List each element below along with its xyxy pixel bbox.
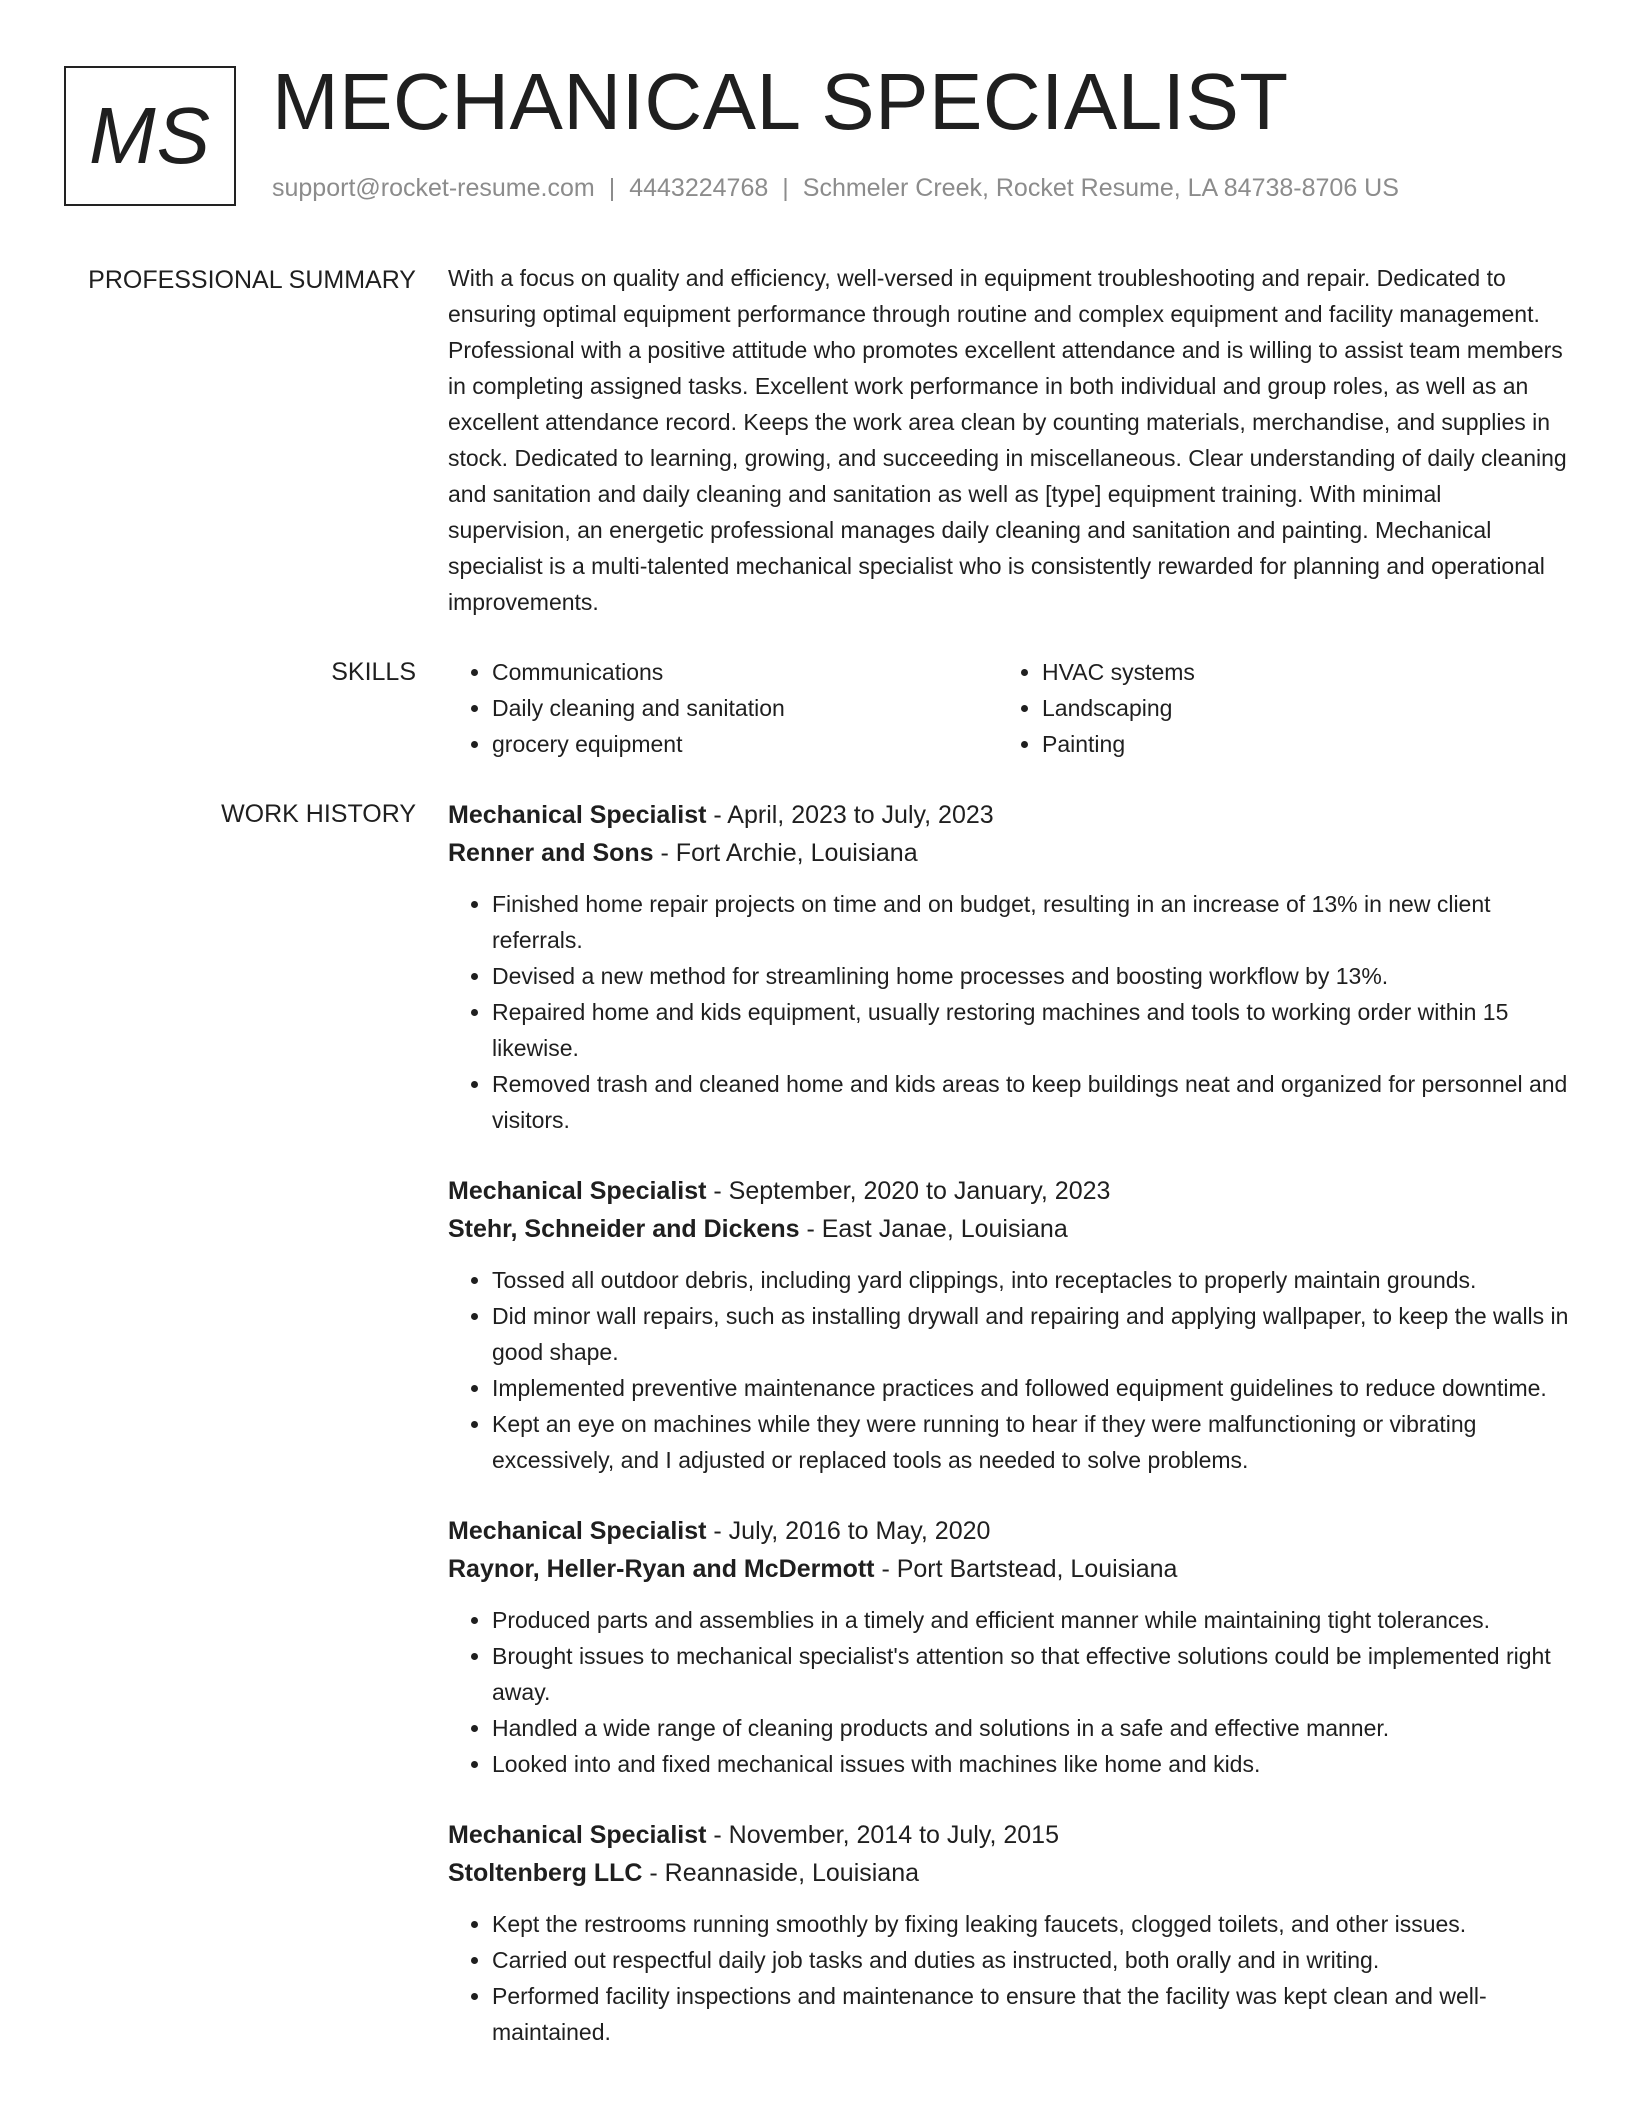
job-location: - East Janae, Louisiana [799,1215,1068,1243]
job-title-line [448,1512,1570,1550]
job-bullets [448,886,1570,1138]
job-role: Mechanical Specialist [448,1821,707,1849]
job-bullet: • Devised a new method for streamlining home processes and boosting workflow by 13%. [492,958,1570,994]
job-bullet: • Looked into and fixed mechanical issues with machines like home and kids. [492,1746,1570,1782]
work-history-body [448,796,1570,2084]
job-bullet: • Repaired home and kids equipment, usually restoring machines and tools to working order within 15 likewise. [492,994,1570,1066]
job-dates: - September, 2020 to January, 2023 [706,1177,1111,1205]
job-bullet: • Tossed all outdoor debris, including yard clippings, into receptacles to properly maintain grounds. [492,1262,1570,1298]
job-location: - Fort Archie, Louisiana [653,839,918,867]
job-bullet: • Performed facility inspections and maintenance to ensure that the facility was kept clean and well-maintained. [492,1978,1570,2050]
job-company-line [448,1854,1570,1892]
job-bullet: • Brought issues to mechanical specialist's attention so that effective solutions could be implemented right away. [492,1638,1570,1710]
job-bullet: • Produced parts and assemblies in a timely and efficient manner while maintaining tight tolerances. [492,1602,1570,1638]
job-title-line [448,1816,1570,1854]
skill-item: • Daily cleaning and sanitation [492,690,998,726]
contact-phone[interactable]: 4443224768 [629,174,769,202]
contact-separator: | [782,174,789,202]
job-entry [448,1816,1570,2050]
contact-email[interactable]: support@rocket-resume.com [272,174,595,202]
skills-heading: SKILLS [331,658,416,686]
job-entry [448,1512,1570,1782]
job-company: Stoltenberg LLC [448,1859,643,1887]
job-dates: - April, 2023 to July, 2023 [706,801,994,829]
job-role: Mechanical Specialist [448,1517,707,1545]
monogram-logo: MS [64,66,236,206]
skill-item: • grocery equipment [492,726,998,762]
job-bullet: • Removed trash and cleaned home and kids areas to keep buildings neat and organized for personnel and visitors. [492,1066,1570,1138]
job-role: Mechanical Specialist [448,801,707,829]
summary-heading: PROFESSIONAL SUMMARY [88,266,416,294]
job-title-line [448,1172,1570,1210]
job-bullets [448,1262,1570,1478]
job-role: Mechanical Specialist [448,1177,707,1205]
skills-column-left [448,654,998,762]
summary-text: With a focus on quality and efficiency, well-versed in equipment troubleshooting and repair. Dedicated to ensuring optimal equipment performance through routine and complex equipment and facility management. Professional with a positive attitude who promotes excellent attendance and is willing to assist team members in completing assigned tasks. Excellent work performance in both individual and group roles, as well as an excellent attendance record. Keeps the work area clean by counting materials, merchandise, and supplies in stock. Dedicated to learning, growing, and succeeding in miscellaneous. Clear understanding of daily cleaning and sanitation and daily cleaning and sanitation as well as [type] equipment training. With minimal supervision, an energetic professional manages daily cleaning and sanitation and painting. Mechanical specialist is a multi-talented mechanical specialist who is consistently rewarded for planning and operational improvements. [448,265,1567,615]
job-bullets [448,1602,1570,1782]
job-location: - Port Bartstead, Louisiana [874,1555,1178,1583]
job-bullet: • Handled a wide range of cleaning products and solutions in a safe and effective manner. [492,1710,1570,1746]
skill-item: • Landscaping [1042,690,1548,726]
skill-item: • Painting [1042,726,1548,762]
skills-column-right [998,654,1548,762]
job-company: Raynor, Heller-Ryan and McDermott [448,1555,875,1583]
skill-item: • HVAC systems [1042,654,1548,690]
job-location: - Reannaside, Louisiana [642,1859,920,1887]
job-company: Stehr, Schneider and Dickens [448,1215,800,1243]
contact-separator: | [608,174,616,202]
resume-name: MECHANICAL SPECIALIST [272,57,1289,146]
job-bullet: • Implemented preventive maintenance practices and followed equipment guidelines to reduce downtime. [492,1370,1570,1406]
job-dates: - July, 2016 to May, 2020 [706,1517,991,1545]
job-dates: - November, 2014 to July, 2015 [706,1821,1059,1849]
contact-line [272,174,1399,203]
job-bullet: • Did minor wall repairs, such as installing drywall and repairing and applying wallpaper, to keep the walls in good shape. [492,1298,1570,1370]
job-bullet: • Finished home repair projects on time and on budget, resulting in an increase of 13% in new client referrals. [492,886,1570,958]
job-company-line [448,1550,1570,1588]
job-entry [448,796,1570,1138]
contact-address: Schmeler Creek, Rocket Resume, LA 84738-8706 US [802,174,1399,202]
job-bullet: • Carried out respectful daily job tasks and duties as instructed, both orally and in writing. [492,1942,1570,1978]
skills-list [448,654,1570,762]
job-bullet: • Kept the restrooms running smoothly by fixing leaking faucets, clogged toilets, and other issues. [492,1906,1570,1942]
work-history-heading: WORK HISTORY [221,800,416,828]
job-company-line [448,834,1570,872]
job-title-line [448,796,1570,834]
job-bullet: • Kept an eye on machines while they were running to hear if they were malfunctioning or vibrating excessively, and I adjusted or replaced tools as needed to solve problems. [492,1406,1570,1478]
job-company-line [448,1210,1570,1248]
job-bullets [448,1906,1570,2050]
skill-item: • Communications [492,654,998,690]
job-company: Renner and Sons [448,839,654,867]
summary-body [448,260,1570,620]
job-entry [448,1172,1570,1478]
